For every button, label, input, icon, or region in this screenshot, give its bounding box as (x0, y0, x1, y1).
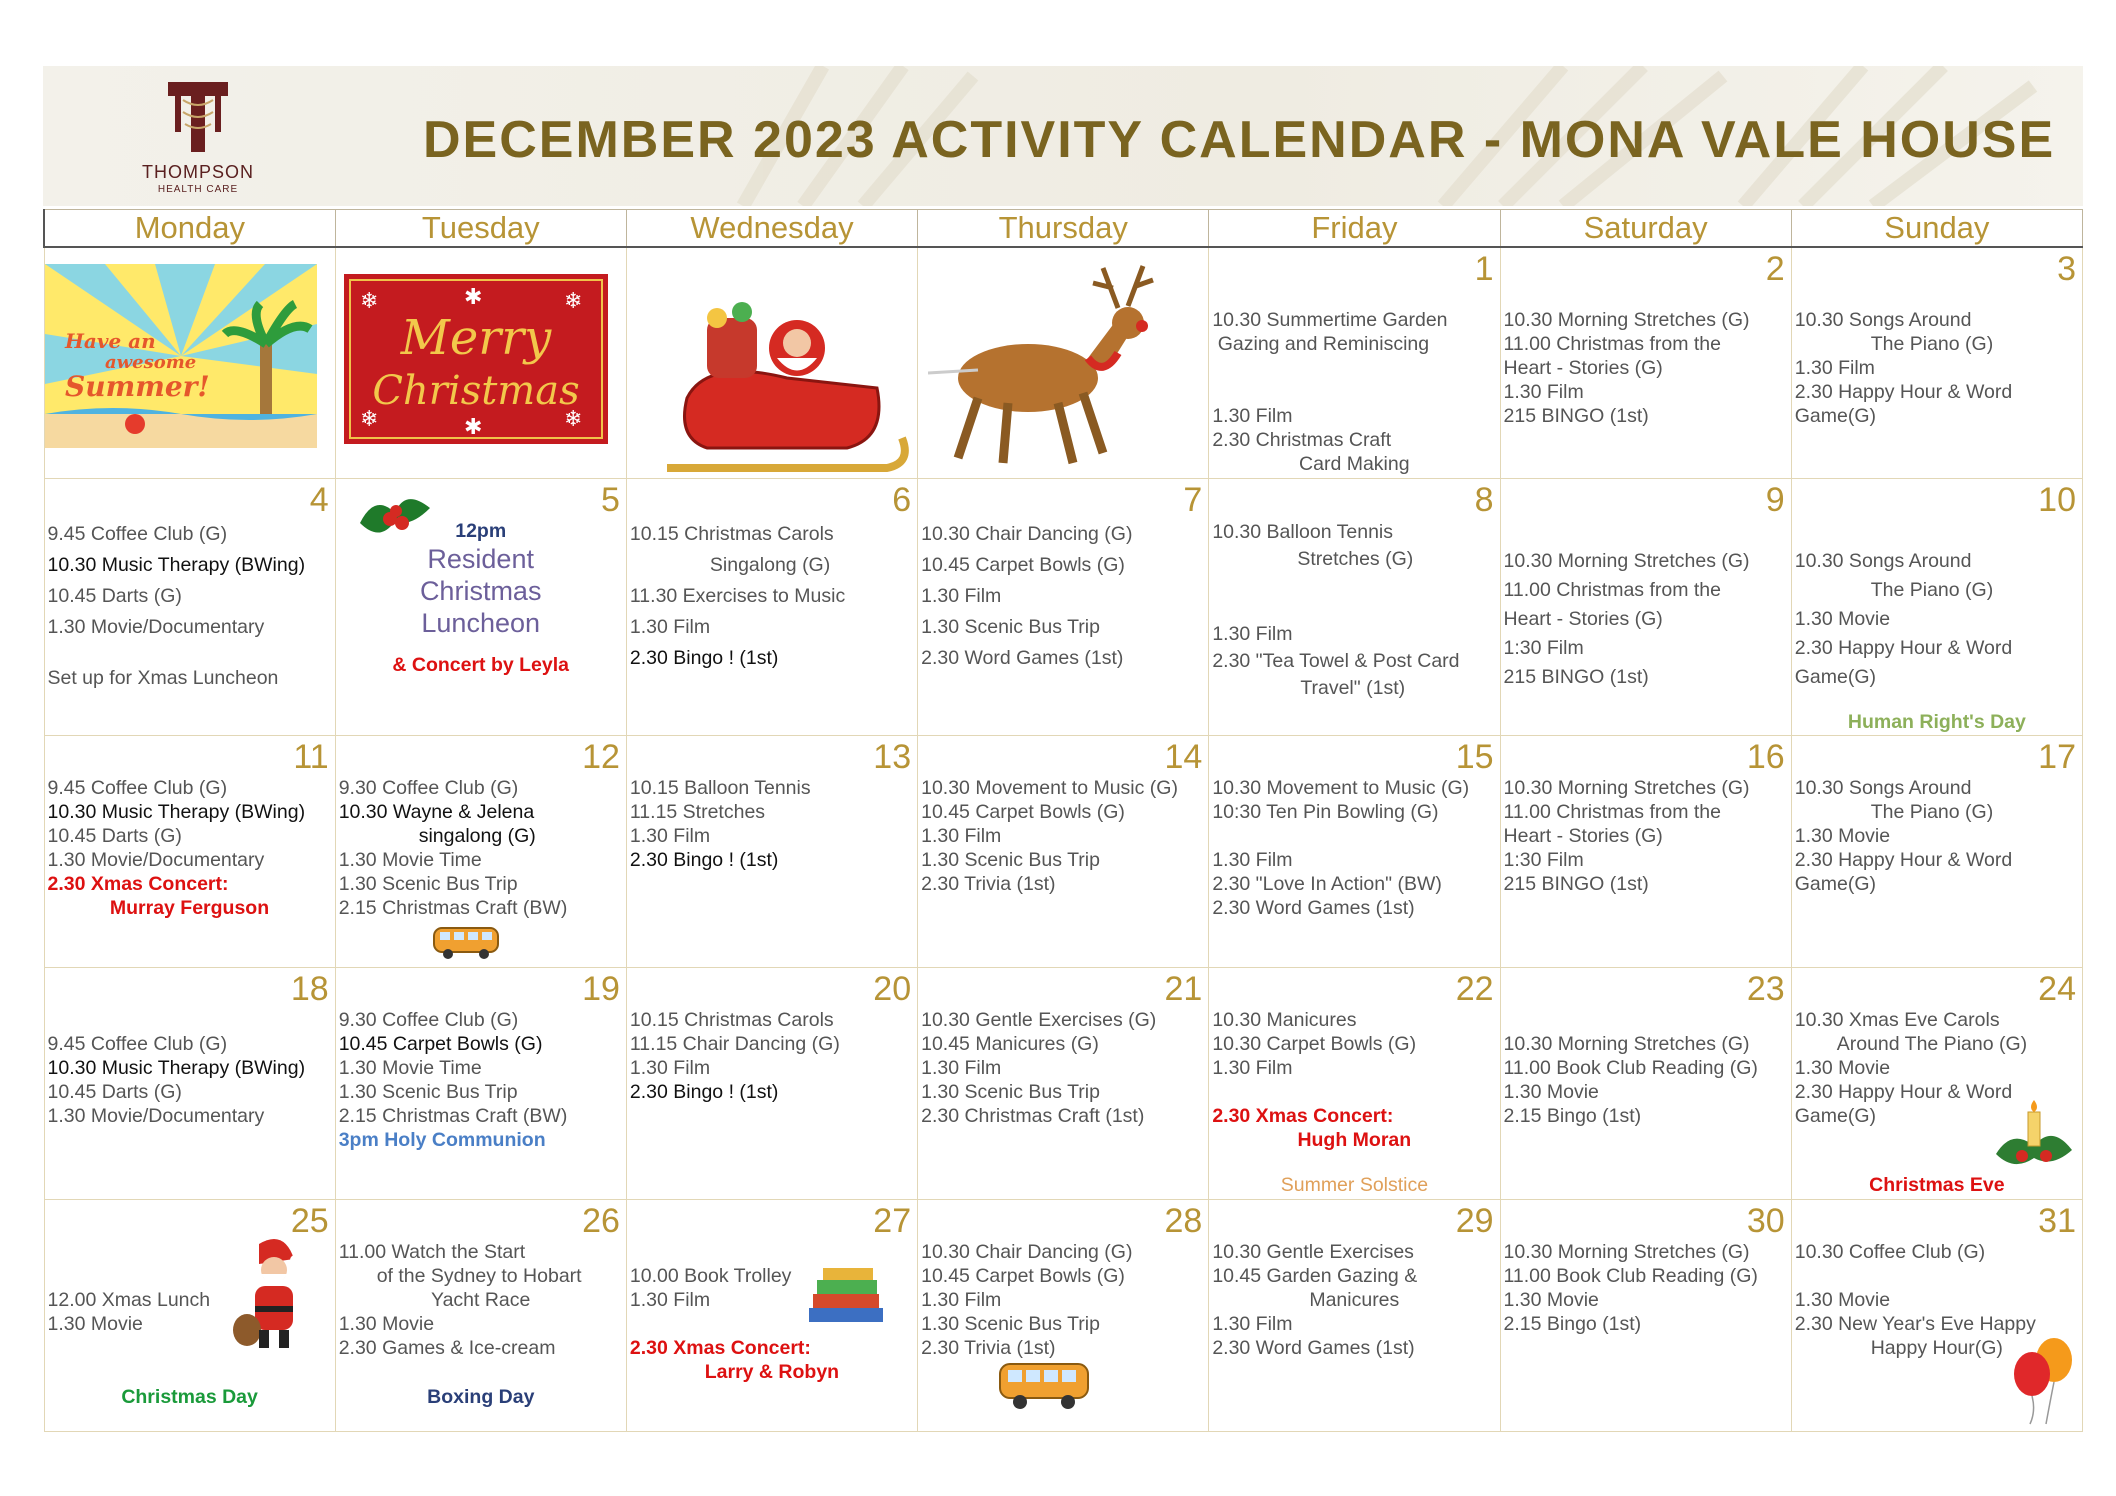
day-number: 17 (2038, 738, 2076, 776)
event-line: 2.15 Christmas Craft (BW) (338, 1105, 568, 1127)
event-line: Travel" (1st) (1300, 677, 1406, 699)
event-line: The Piano (G) (1870, 333, 1994, 355)
day-cell-3 (1791, 247, 2082, 479)
event-line: 2.30 Happy Hour & Word (1794, 1081, 2013, 1103)
logo-t-icon (113, 80, 283, 160)
event-line: Christmas (419, 576, 542, 606)
day-number: 27 (873, 1202, 912, 1240)
reindeer-image (928, 258, 1158, 468)
day-events (339, 1008, 623, 1152)
event-line: 10.45 Manicures (G) (921, 1033, 1099, 1055)
day-cell-28 (918, 1200, 1209, 1432)
holiday-label: Christmas Day (121, 1386, 258, 1408)
empty-day-cell (335, 247, 626, 479)
event-line: 2.30 "Tea Towel & Post Card (1212, 650, 1460, 672)
event-line: 2.30 Word Games (1st) (921, 647, 1124, 669)
event-line: Game(G) (1794, 873, 1876, 895)
day-cell-16 (1500, 736, 1791, 968)
day-number: 21 (1164, 970, 1203, 1008)
weekday-wednesday: Wednesday (626, 210, 917, 248)
empty-day-cell (918, 247, 1209, 479)
day-number: 28 (1164, 1202, 1203, 1240)
event-line: 2.30 Bingo ! (1st) (629, 1081, 779, 1103)
event-line: 1.30 Film (921, 585, 1002, 607)
holiday-label: Boxing Day (427, 1386, 535, 1408)
day-events (1212, 1240, 1496, 1360)
svg-text:❄: ❄ (359, 288, 379, 313)
day-number: 2 (1765, 250, 1785, 288)
event-line: Hugh Moran (1297, 1129, 1412, 1151)
day-events (48, 519, 332, 694)
event-line: 9.30 Coffee Club (G) (338, 777, 519, 799)
event-line: 1.30 Film (1503, 381, 1584, 403)
day-events (1504, 1032, 1788, 1128)
event-line: 2.30 Xmas Concert: (1212, 1105, 1394, 1127)
event-line: 10.30 Songs Around (1794, 777, 1972, 799)
event-line: 1.30 Scenic Bus Trip (338, 873, 518, 895)
event-line: 1.30 Film (921, 1289, 1002, 1311)
santa-sleigh-image (647, 288, 917, 478)
weekday-tuesday: Tuesday (335, 210, 626, 248)
day-cell-25 (44, 1200, 335, 1432)
event-line: Heart - Stories (G) (1503, 825, 1663, 847)
event-line: 1.30 Movie/Documentary (47, 616, 265, 638)
event-line: 1.30 Movie (1794, 608, 1891, 630)
event-line: 1.30 Movie (1503, 1289, 1599, 1311)
event-line: Murray Ferguson (109, 897, 270, 919)
day-events (339, 519, 623, 677)
svg-text:awesome: awesome (104, 352, 196, 373)
event-line: 2.30 Christmas Craft (1st) (921, 1105, 1145, 1127)
event-line: 1.30 Film (1212, 1313, 1293, 1335)
event-line: Manicures (1309, 1289, 1400, 1311)
day-cell-29 (1209, 1200, 1500, 1432)
day-cell-7 (918, 479, 1209, 736)
event-line: 10.00 Book Trolley (629, 1265, 792, 1287)
day-cell-26 (335, 1200, 626, 1432)
svg-text:✱: ✱ (463, 414, 483, 439)
day-events (630, 776, 914, 872)
calendar-header (43, 66, 2083, 206)
event-line: 10.30 Movement to Music (G) (921, 777, 1178, 799)
event-line: 10.45 Carpet Bowls (G) (921, 554, 1125, 576)
svg-text:❄: ❄ (359, 406, 379, 431)
event-line: 1.30 Movie (1794, 825, 1891, 847)
day-number: 3 (2057, 250, 2076, 288)
day-cell-4 (44, 479, 335, 736)
day-events (1212, 519, 1496, 702)
event-line: 10.45 Darts (G) (47, 1081, 182, 1103)
day-events (339, 1240, 623, 1360)
event-line: 10.30 Songs Around (1794, 550, 1972, 572)
merry-christmas-card-image (344, 274, 608, 444)
event-line: 2.30 Xmas Concert: (47, 873, 229, 895)
event-line: Heart - Stories (G) (1503, 608, 1663, 630)
event-line: 2.15 Bingo (1st) (1503, 1105, 1642, 1127)
day-cell-19 (335, 968, 626, 1200)
day-events (921, 1008, 1205, 1128)
day-number: 15 (1455, 738, 1494, 776)
event-line: 2.30 Games & Ice-cream (338, 1337, 556, 1359)
event-line: 2.30 Xmas Concert: (629, 1337, 811, 1359)
day-number: 24 (2038, 970, 2076, 1008)
event-line: 10.30 Xmas Eve Carols (1794, 1009, 2000, 1031)
event-line: 215 BINGO (1st) (1503, 666, 1649, 688)
day-number: 12 (582, 738, 620, 776)
svg-text:✱: ✱ (463, 284, 483, 309)
day-cell-20 (626, 968, 917, 1200)
svg-text:❄: ❄ (563, 288, 583, 313)
event-line: 1.30 Film (1794, 357, 1875, 379)
day-events (48, 776, 332, 920)
event-line: 1.30 Movie (1503, 1081, 1599, 1103)
day-cell-1 (1209, 247, 1500, 479)
event-line: 1.30 Film (921, 1057, 1002, 1079)
event-line: 10.30 Music Therapy (BWing) (47, 554, 306, 576)
day-number: 16 (1746, 738, 1785, 776)
day-events (1212, 308, 1496, 476)
event-line: 10.30 Chair Dancing (G) (921, 1241, 1133, 1263)
event-line: 1.30 Movie (1794, 1057, 1891, 1079)
event-line: 10.30 Songs Around (1794, 309, 1972, 331)
event-line: 1.30 Movie (47, 1313, 143, 1335)
event-line: 1.30 Film (629, 616, 711, 638)
day-cell-24 (1791, 968, 2082, 1200)
week-row (44, 247, 2083, 479)
event-line: 10.45 Carpet Bowls (G) (921, 801, 1125, 823)
calendar-grid (43, 209, 2083, 1432)
day-number: 8 (1474, 481, 1494, 519)
day-events (630, 1008, 914, 1104)
event-line: 10.30 Morning Stretches (G) (1503, 1241, 1750, 1263)
event-line: Card Making (1299, 453, 1410, 475)
summer-beach-image (45, 264, 317, 448)
week-row (44, 1200, 2083, 1432)
event-line: 1.30 Scenic Bus Trip (338, 1081, 518, 1103)
empty-day-cell (626, 247, 917, 479)
day-events (1504, 547, 1788, 692)
event-line: 10.30 Summertime Garden (1212, 309, 1448, 331)
page-title: DECEMBER 2023 ACTIVITY CALENDAR - MONA VALE HOUSE (423, 111, 2056, 169)
event-line: 1:30 Film (1503, 637, 1584, 659)
logo-name: THOMPSON (141, 162, 254, 182)
day-events (630, 519, 914, 674)
event-line: singalong (G) (418, 825, 536, 847)
event-line: 11.30 Exercises to Music (629, 585, 846, 607)
event-line: 9.30 Coffee Club (G) (338, 1009, 519, 1031)
event-line: 1.30 Film (629, 1289, 711, 1311)
event-line: Game(G) (1794, 1105, 1876, 1127)
weekday-sunday: Sunday (1791, 210, 2082, 248)
event-line: Happy Hour(G) (1870, 1337, 2003, 1359)
bus-icon (432, 924, 502, 960)
holiday-label: Human Right's Day (1847, 711, 2026, 733)
holiday-label: Christmas Eve (1869, 1174, 2005, 1196)
event-line: 1.30 Movie/Documentary (47, 849, 265, 871)
event-line: Yacht Race (431, 1289, 531, 1311)
event-line: Resident (427, 544, 534, 574)
event-line: Larry & Robyn (704, 1361, 840, 1383)
day-cell-11 (44, 736, 335, 968)
svg-text:Summer!: Summer! (64, 370, 210, 403)
event-line: The Piano (G) (1870, 579, 1994, 601)
event-line: & Concert by Leyla (392, 654, 570, 676)
event-line: 9.45 Coffee Club (G) (47, 523, 228, 545)
event-line: 12pm (455, 520, 507, 542)
event-line: 2.30 Trivia (1st) (921, 873, 1056, 895)
day-number: 31 (2038, 1202, 2076, 1240)
event-line: of the Sydney to Hobart (376, 1265, 582, 1287)
event-line: 11.00 Book Club Reading (G) (1503, 1265, 1758, 1287)
event-line: 1.30 Movie/Documentary (47, 1105, 265, 1127)
weekday-thursday: Thursday (918, 210, 1209, 248)
balloons-icon (2006, 1336, 2076, 1426)
day-events (339, 776, 623, 920)
event-line: 2.30 Word Games (1st) (1212, 1337, 1415, 1359)
event-line: Game(G) (1794, 666, 1876, 688)
day-cell-8 (1209, 479, 1500, 736)
day-events (1212, 776, 1496, 920)
event-line: 11.15 Chair Dancing (G) (629, 1033, 840, 1055)
day-cell-15 (1209, 736, 1500, 968)
event-line: 1.30 Film (921, 825, 1002, 847)
event-line: Heart - Stories (G) (1503, 357, 1663, 379)
weekday-friday: Friday (1209, 210, 1500, 248)
day-events (1504, 308, 1788, 428)
day-number: 18 (290, 970, 329, 1008)
day-number: 29 (1455, 1202, 1494, 1240)
day-number: 11 (293, 738, 329, 776)
event-line: 10.45 Garden Gazing & (1212, 1265, 1418, 1287)
event-line: 2.30 Happy Hour & Word (1794, 381, 2013, 403)
event-line: 11.00 Christmas from the (1503, 333, 1721, 355)
day-events (921, 519, 1205, 674)
event-line: 1.30 Scenic Bus Trip (921, 616, 1100, 638)
holiday-label: Summer Solstice (1280, 1174, 1429, 1196)
event-line: 10.30 Gentle Exercises (1212, 1241, 1414, 1263)
day-cell-10 (1791, 479, 2082, 736)
event-line: 1.30 Movie Time (338, 1057, 482, 1079)
day-cell-13 (626, 736, 917, 968)
event-line: 12.00 Xmas Lunch (47, 1289, 211, 1311)
event-line: 11.15 Stretches (629, 801, 766, 823)
day-cell-12 (335, 736, 626, 968)
day-number: 19 (582, 970, 620, 1008)
day-number: 7 (1183, 481, 1203, 519)
weekday-header-row (44, 210, 2083, 248)
week-row (44, 968, 2083, 1200)
event-line: 215 BINGO (1st) (1503, 873, 1649, 895)
event-line: 11.00 Book Club Reading (G) (1503, 1057, 1758, 1079)
day-number: 9 (1765, 481, 1785, 519)
event-line: 11.00 Watch the Start (338, 1241, 526, 1263)
event-line: Around The Piano (G) (1836, 1033, 2028, 1055)
day-number: 22 (1455, 970, 1494, 1008)
event-line: 10.30 Gentle Exercises (G) (921, 1009, 1157, 1031)
day-events (1212, 1008, 1496, 1152)
day-cell-23 (1500, 968, 1791, 1200)
books-icon (805, 1266, 887, 1328)
event-line: 2.15 Christmas Craft (BW) (338, 897, 568, 919)
day-cell-9 (1500, 479, 1791, 736)
event-line: 1.30 Scenic Bus Trip (921, 1081, 1100, 1103)
event-line: 1.30 Film (1212, 623, 1293, 645)
event-line: 2.30 Word Games (1st) (1212, 897, 1415, 919)
event-line: 2.30 Happy Hour & Word (1794, 849, 2013, 871)
event-line: 10:30 Ten Pin Bowling (G) (1212, 801, 1439, 823)
day-number: 23 (1746, 970, 1785, 1008)
event-line: 10.15 Christmas Carols (629, 523, 834, 545)
event-line: Singalong (G) (709, 554, 831, 576)
event-line: 1.30 Scenic Bus Trip (921, 1313, 1100, 1335)
event-line: 1.30 Film (629, 825, 711, 847)
event-line: 10.30 Morning Stretches (G) (1503, 309, 1750, 331)
event-line: 1.30 Scenic Bus Trip (921, 849, 1100, 871)
event-line: 1.30 Film (1212, 849, 1293, 871)
event-line: 10.30 Wayne & Jelena (338, 801, 535, 823)
empty-day-cell (44, 247, 335, 479)
day-number: 13 (873, 738, 912, 776)
bus-icon (998, 1360, 1092, 1412)
event-line: 215 BINGO (1st) (1503, 405, 1649, 427)
logo-subtitle: HEALTH CARE (157, 184, 239, 195)
day-events (921, 1240, 1205, 1360)
svg-text:❄: ❄ (563, 406, 583, 431)
event-line: 11.00 Christmas from the (1503, 801, 1721, 823)
day-cell-30 (1500, 1200, 1791, 1432)
event-line: 11.00 Christmas from the (1503, 579, 1721, 601)
day-cell-17 (1791, 736, 2082, 968)
day-events (1504, 1240, 1788, 1336)
day-number: 1 (1474, 250, 1494, 288)
event-line: 10.30 Music Therapy (BWing) (47, 1057, 306, 1079)
day-number: 10 (2038, 481, 2076, 519)
event-line: 1.30 Film (1212, 405, 1293, 427)
event-line: 1.30 Film (1212, 1057, 1293, 1079)
day-number: 20 (873, 970, 912, 1008)
day-number: 25 (290, 1202, 329, 1240)
day-number: 6 (892, 481, 912, 519)
merry-text: Merry (400, 310, 551, 366)
day-events (1795, 776, 2079, 896)
event-line: 10.45 Carpet Bowls (G) (338, 1033, 543, 1055)
svg-text:Have an: Have an (64, 329, 156, 353)
week-row (44, 479, 2083, 736)
day-number: 14 (1164, 738, 1203, 776)
event-line: 1.30 Movie (338, 1313, 435, 1335)
event-line: 1.30 Movie Time (338, 849, 482, 871)
event-line: Stretches (G) (1297, 548, 1414, 570)
event-line: 10.30 Morning Stretches (G) (1503, 777, 1750, 799)
day-cell-21 (918, 968, 1209, 1200)
event-line: 2.30 Trivia (1st) (921, 1337, 1056, 1359)
event-line: 2.30 Happy Hour & Word (1794, 637, 2013, 659)
day-number: 30 (1746, 1202, 1785, 1240)
day-events (1504, 776, 1788, 896)
event-line: 10.45 Darts (G) (47, 825, 182, 847)
week-row (44, 736, 2083, 968)
day-number: 4 (309, 481, 329, 519)
day-number: 5 (600, 481, 620, 519)
event-line: 2.15 Bingo (1st) (1503, 1313, 1642, 1335)
day-cell-31 (1791, 1200, 2082, 1432)
event-line: 10.45 Carpet Bowls (G) (921, 1265, 1125, 1287)
day-cell-5 (335, 479, 626, 736)
event-line: Gazing and Reminiscing (1212, 333, 1430, 355)
candle-wreath-icon (1992, 1098, 2076, 1174)
event-line: 1.30 Movie (1794, 1289, 1891, 1311)
day-events (921, 776, 1205, 896)
event-line: 10.30 Chair Dancing (G) (921, 523, 1133, 545)
event-line: 2.30 Bingo ! (1st) (629, 849, 779, 871)
santa-icon (229, 1234, 319, 1354)
event-line: The Piano (G) (1870, 801, 1994, 823)
event-line: 10.45 Darts (G) (47, 585, 182, 607)
christmas-text: Christmas (372, 368, 580, 414)
thompson-logo (113, 80, 283, 200)
day-cell-14 (918, 736, 1209, 968)
event-line: 9.45 Coffee Club (G) (47, 1033, 228, 1055)
event-line: Set up for Xmas Luncheon (47, 667, 279, 689)
weekday-monday: Monday (44, 210, 335, 248)
event-line: 1:30 Film (1503, 849, 1584, 871)
event-line: Luncheon (421, 608, 541, 638)
day-cell-6 (626, 479, 917, 736)
event-line: 2.30 "Love In Action" (BW) (1212, 873, 1442, 895)
event-line: Game(G) (1794, 405, 1876, 427)
day-cell-2 (1500, 247, 1791, 479)
day-events (48, 1032, 332, 1128)
event-line: 10.30 Music Therapy (BWing) (47, 801, 306, 823)
day-cell-18 (44, 968, 335, 1200)
day-events (1795, 547, 2079, 692)
event-line: 10.30 Morning Stretches (G) (1503, 1033, 1750, 1055)
event-line: 10.30 Movement to Music (G) (1212, 777, 1470, 799)
event-line: 10.30 Balloon Tennis (1212, 521, 1394, 543)
day-events (1795, 308, 2079, 428)
event-line: 9.45 Coffee Club (G) (47, 777, 228, 799)
event-line: 2.30 Bingo ! (1st) (629, 647, 779, 669)
event-line: 10.30 Morning Stretches (G) (1503, 550, 1750, 572)
day-number: 26 (582, 1202, 620, 1240)
event-line: 10.30 Manicures (1212, 1009, 1357, 1031)
event-line: 2.30 New Year's Eve Happy (1794, 1313, 2036, 1335)
event-line: 3pm Holy Communion (338, 1129, 546, 1151)
event-line: 10.30 Coffee Club (G) (1794, 1241, 1986, 1263)
day-cell-22 (1209, 968, 1500, 1200)
day-cell-27 (626, 1200, 917, 1432)
event-line: 1.30 Film (629, 1057, 711, 1079)
event-line: 10.30 Carpet Bowls (G) (1212, 1033, 1417, 1055)
event-line: 10.15 Christmas Carols (629, 1009, 834, 1031)
event-line: 2.30 Christmas Craft (1212, 429, 1392, 451)
event-line: 10.15 Balloon Tennis (629, 777, 811, 799)
weekday-saturday: Saturday (1500, 210, 1791, 248)
